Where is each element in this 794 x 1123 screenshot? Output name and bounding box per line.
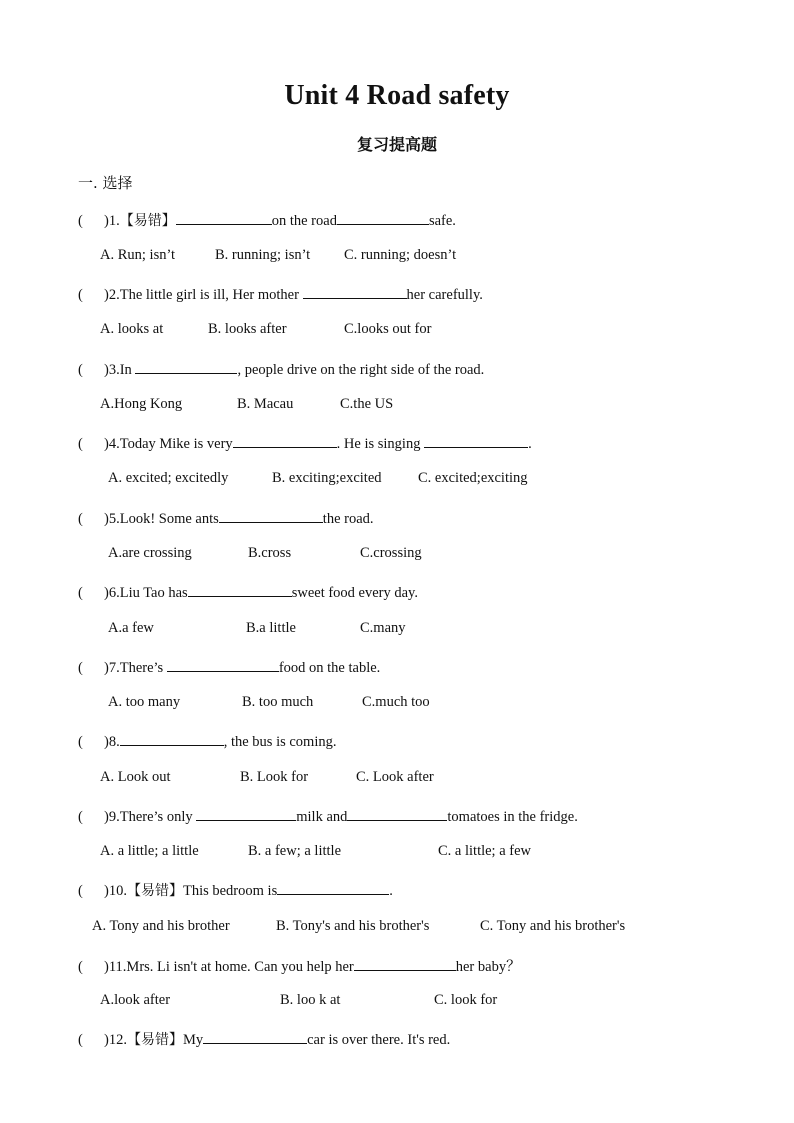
option-c[interactable]: C.looks out for (344, 321, 432, 337)
option-a[interactable]: A.a few (108, 620, 154, 636)
option-c[interactable]: C.the US (340, 396, 394, 412)
question-9: ( )9.There’s only milk and tomatoes in the fridge. (78, 806, 578, 826)
question-2: ( )2.The little girl is ill, Her mother her carefully. (78, 284, 483, 304)
question-6: ( )6.Liu Tao has sweet food every day. (78, 582, 418, 602)
answer-paren[interactable]: ( (78, 436, 83, 452)
answer-blank[interactable] (167, 657, 279, 672)
option-a[interactable]: A. a little; a little (100, 843, 199, 859)
question-tag: 【易错】 (126, 1032, 183, 1048)
option-c[interactable]: C. running; doesn’t (344, 247, 457, 263)
option-b[interactable]: B.cross (248, 545, 292, 561)
option-a[interactable]: A.look after (100, 992, 171, 1008)
option-b[interactable]: B. Look for (240, 769, 309, 785)
option-b[interactable]: B.a little (246, 620, 296, 636)
option-c[interactable]: C. excited;exciting (418, 470, 528, 486)
option-b[interactable]: B. a few; a little (248, 843, 342, 859)
answer-paren[interactable]: ( (78, 883, 83, 899)
answer-paren[interactable]: ( (78, 362, 83, 378)
answer-blank[interactable] (424, 433, 528, 448)
page-title: Unit 4 Road safety (284, 80, 510, 111)
question-12: ( )12.【易错】My car is over there. It's red. (78, 1029, 450, 1049)
option-c[interactable]: C. Look after (356, 769, 434, 785)
answer-paren[interactable]: ( (78, 585, 83, 601)
question-5: ( )5.Look! Some ants the road. (78, 508, 374, 528)
answer-paren[interactable]: ( (78, 213, 83, 229)
answer-blank[interactable] (233, 433, 337, 448)
question-10: ( )10.【易错】This bedroom is . (78, 880, 393, 900)
option-a[interactable]: A. Look out (100, 769, 171, 785)
option-a[interactable]: A.Hong Kong (100, 396, 183, 412)
option-a[interactable]: A. looks at (100, 321, 164, 337)
answer-blank[interactable] (120, 731, 224, 746)
answer-paren[interactable]: ( (78, 809, 83, 825)
answer-paren[interactable]: ( (78, 959, 83, 975)
option-a[interactable]: A.are crossing (108, 545, 192, 561)
option-b[interactable]: B. running; isn’t (215, 247, 311, 263)
option-a[interactable]: A. Tony and his brother (92, 918, 230, 934)
question-4: ( )4.Today Mike is very . He is singing . (78, 433, 532, 453)
answer-blank[interactable] (196, 806, 296, 821)
question-number: )1. (104, 213, 120, 229)
answer-blank[interactable] (203, 1029, 307, 1044)
option-b[interactable]: B. loo k at (280, 992, 341, 1008)
answer-blank[interactable] (135, 359, 237, 374)
answer-paren[interactable]: ( (78, 734, 83, 750)
question-tag: 【易错】 (126, 883, 183, 899)
option-a[interactable]: A. too many (108, 694, 181, 710)
answer-blank[interactable] (354, 956, 456, 971)
question-11: ( )11.Mrs. Li isn't at home. Can you help her her baby？ (78, 955, 521, 976)
option-c[interactable]: C.much too (362, 694, 430, 710)
answer-blank[interactable] (176, 210, 272, 225)
page-subtitle: 复习提高题 (356, 135, 437, 154)
answer-blank[interactable] (188, 582, 292, 597)
answer-blank[interactable] (303, 284, 407, 299)
option-b[interactable]: B. exciting;excited (272, 470, 382, 486)
option-c[interactable]: C. a little; a few (438, 843, 532, 859)
option-c[interactable]: C. look for (434, 992, 498, 1008)
option-b[interactable]: B. Tony's and his brother's (276, 918, 430, 934)
question-1: ( )1.【易错】 on the road safe. (78, 210, 456, 230)
section-heading: 一. 选择 (78, 174, 133, 192)
option-b[interactable]: B. looks after (208, 321, 287, 337)
answer-paren[interactable]: ( (78, 511, 83, 527)
option-b[interactable]: B. too much (242, 694, 314, 710)
option-c[interactable]: C.many (360, 620, 406, 636)
option-c[interactable]: C.crossing (360, 545, 422, 561)
answer-blank[interactable] (277, 880, 389, 895)
option-c[interactable]: C. Tony and his brother's (480, 918, 626, 934)
question-8: ( )8. , the bus is coming. (78, 731, 337, 751)
answer-blank[interactable] (337, 210, 429, 225)
answer-paren[interactable]: ( (78, 660, 83, 676)
answer-blank[interactable] (347, 806, 447, 821)
answer-blank[interactable] (219, 508, 323, 523)
option-a[interactable]: A. Run; isn’t (100, 247, 176, 263)
answer-paren[interactable]: ( (78, 1032, 83, 1048)
option-a[interactable]: A. excited; excitedly (108, 470, 229, 486)
option-b[interactable]: B. Macau (237, 396, 294, 412)
question-3: ( )3.In , people drive on the right side of the road. (78, 359, 484, 379)
answer-paren[interactable]: ( (78, 287, 83, 303)
question-tag: 【易错】 (119, 213, 176, 229)
question-7: ( )7.There’s food on the table. (78, 657, 380, 677)
